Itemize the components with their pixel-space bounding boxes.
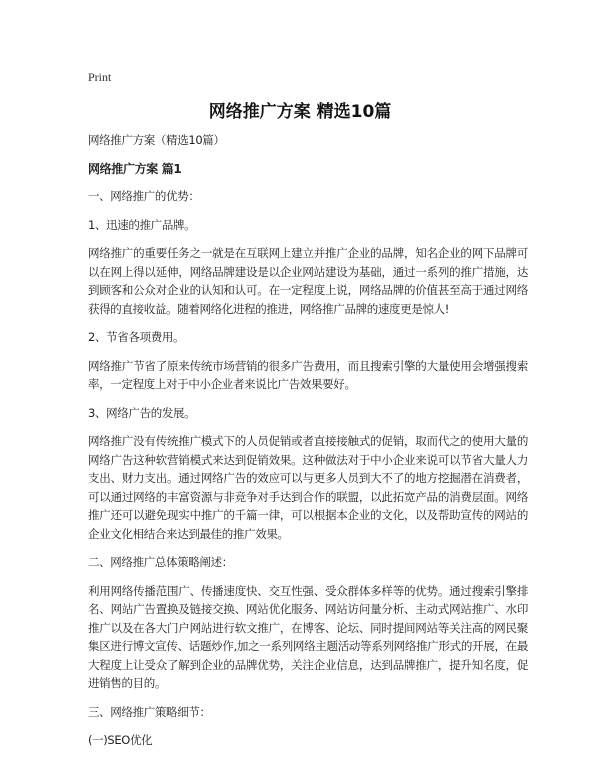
heading-details: 三、网络推广策略细节： xyxy=(88,704,211,719)
paragraph-strategy: 利用网络传播范围广、传播速度快、交互性强、受众群体多样等的优势。通过搜索引擎排名、网站广告置换及链接交换、网站优化服务、网站访问量分析、主动式网站推广、水印推广以及在各大门户网站进行软文推广，在博客、论坛、同时提间网站等关注高的网民聚集区进行博文宣传、话题炒作,加之一系列网络主题活动等系列网络推广形式的开展，在最大程度上让受众了解到企业的品牌优势，关注企业信息，达到品牌推广，提升知名度，促进销售的目的。 xyxy=(88,583,528,690)
subheading-brand: 1、迅速的推广品牌。 xyxy=(88,217,196,232)
heading-seo: (一)SEO优化 xyxy=(88,733,153,747)
section-heading: 网络推广方案 篇1 xyxy=(88,161,182,176)
subheading-costs: 2、节省各项费用。 xyxy=(88,330,185,344)
document-subtitle: 网络推广方案（精选10篇） xyxy=(88,133,225,147)
heading-strategy: 二、网络推广总体策略阐述： xyxy=(88,555,233,569)
document-title: 网络推广方案 精选10篇 xyxy=(208,102,392,122)
document-body xyxy=(88,131,528,760)
paragraph-ads: 网络推广没有传统推广模式下的人员促销或者直接接触式的促销，取而代之的使用大量的网络广告这种软营销模式来达到促销效果。这种做法对于中小企业来说可以节省大量人力支出、财力支出。通过网络广告的效应可以与更多人员到大不了的地方挖掘潜在消费者，可以通过网络的丰富资源与非竞争对手达到合作的联盟，以此拓宽产品的消费层面。网络推广还可以避免现实中推广的千篇一律，可以根据本企业的文化，以及帮助宣传的网站的企业文化相结合来达到最佳的推广效果。 xyxy=(88,434,528,541)
paragraph-brand: 网络推广的重要任务之一就是在互联网上建立并推广企业的品牌，知名企业的网下品牌可以在网上得以延伸，网络品牌建设是以企业网站建设为基础，通过一系列的推广措施，达到顾客和公众对企业的认知和认可。在一定程度上说，网络品牌的价值甚至高于通过网络获得的直接收益。随着网络化进程的推进，网络推广品牌的速度更是惊人! xyxy=(88,246,528,316)
print-label[interactable]: Print xyxy=(88,70,112,84)
heading-advantages: 一、网络推广的优势： xyxy=(88,189,200,203)
subheading-ads: 3、网络广告的发展。 xyxy=(88,405,196,420)
paragraph-costs: 网络推广节省了原来传统市场营销的很多广告费用，而且搜索引擎的大量使用会增强搜索率，一定程度上对于中小企业者来说比广告效果要好。 xyxy=(88,358,528,391)
